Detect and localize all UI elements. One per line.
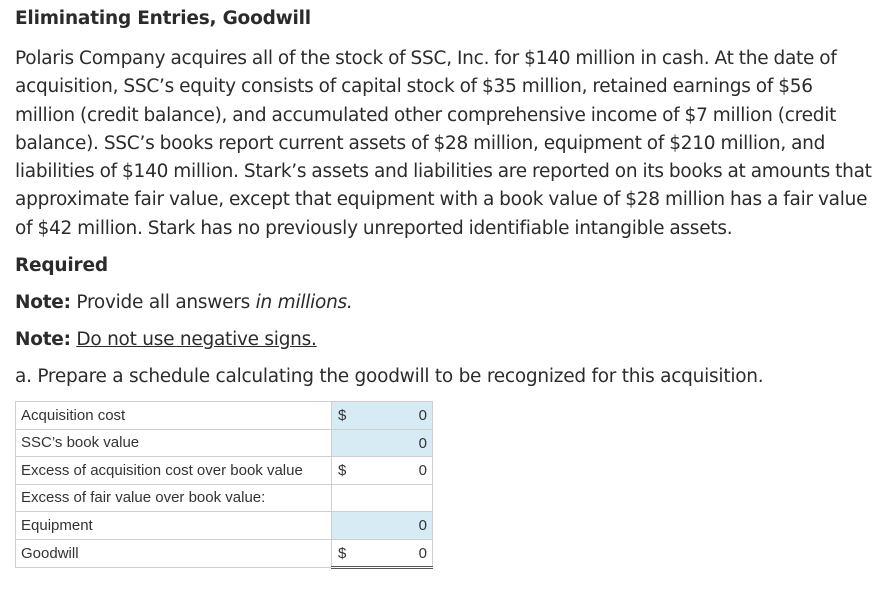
row-label-excess-cost: Excess of acquisition cost over book value <box>16 457 332 485</box>
computed-value: 0 <box>418 462 427 479</box>
table-row <box>16 539 433 568</box>
equipment-input[interactable] <box>332 512 433 540</box>
problem-text: Polaris Company acquires all of the stock of SSC, Inc. for $140 million in cash. At the date of acquisition, SSC’s equity consists of capital stock of $35 million, retained earnings of $56 million (credit balance), and accumulated other comprehensive income of $7 million (credit balance). SSC’s books report current assets of $28 million, equipment of $210 million, and liabilities of $140 million. Stark’s assets and liabilities are reported on its books at amounts that approximate fair value, except that equipment with a book value of $28 million has a fair value of $42 million. Stark has no previously unreported identifiable intangible assets. <box>15 48 872 239</box>
empty-cell <box>332 484 433 512</box>
computed-value: 0 <box>418 544 427 562</box>
input-value: 0 <box>418 407 427 424</box>
part-a-instruction: a. Prepare a schedule calculating the goodwill to be recognized for this acquisition. <box>15 366 764 388</box>
required-heading: Required <box>15 255 108 277</box>
goodwill-value <box>332 539 433 568</box>
note-emphasis: in millions. <box>255 292 353 314</box>
row-label-acquisition-cost: Acquisition cost <box>16 402 332 430</box>
acquisition-cost-input[interactable] <box>332 402 433 430</box>
goodwill-schedule-table <box>15 401 433 569</box>
problem-title: Eliminating Entries, Goodwill <box>15 8 311 29</box>
book-value-input[interactable] <box>332 429 433 457</box>
currency-sign: $ <box>338 407 347 424</box>
note-negative <box>15 327 875 353</box>
table-row <box>16 512 433 540</box>
currency-sign: $ <box>338 544 347 562</box>
note-label: Note: <box>15 329 71 351</box>
row-label-equipment: Equipment <box>16 512 332 540</box>
table-row <box>16 457 433 485</box>
table-row <box>16 429 433 457</box>
currency-sign: $ <box>338 462 347 479</box>
note-text: Provide all answers <box>76 292 251 314</box>
table-row <box>16 402 433 430</box>
row-label-book-value: SSC’s book value <box>16 429 332 457</box>
row-label-excess-fair-value: Excess of fair value over book value: <box>16 484 332 512</box>
input-value: 0 <box>418 434 427 452</box>
note-millions <box>15 290 875 316</box>
row-label-goodwill: Goodwill <box>16 539 332 568</box>
note-underlined-text: Do not use negative signs. <box>76 329 317 351</box>
note-label: Note: <box>15 292 71 314</box>
input-value: 0 <box>418 517 427 534</box>
excess-cost-value <box>332 457 433 485</box>
table-row <box>16 484 433 512</box>
